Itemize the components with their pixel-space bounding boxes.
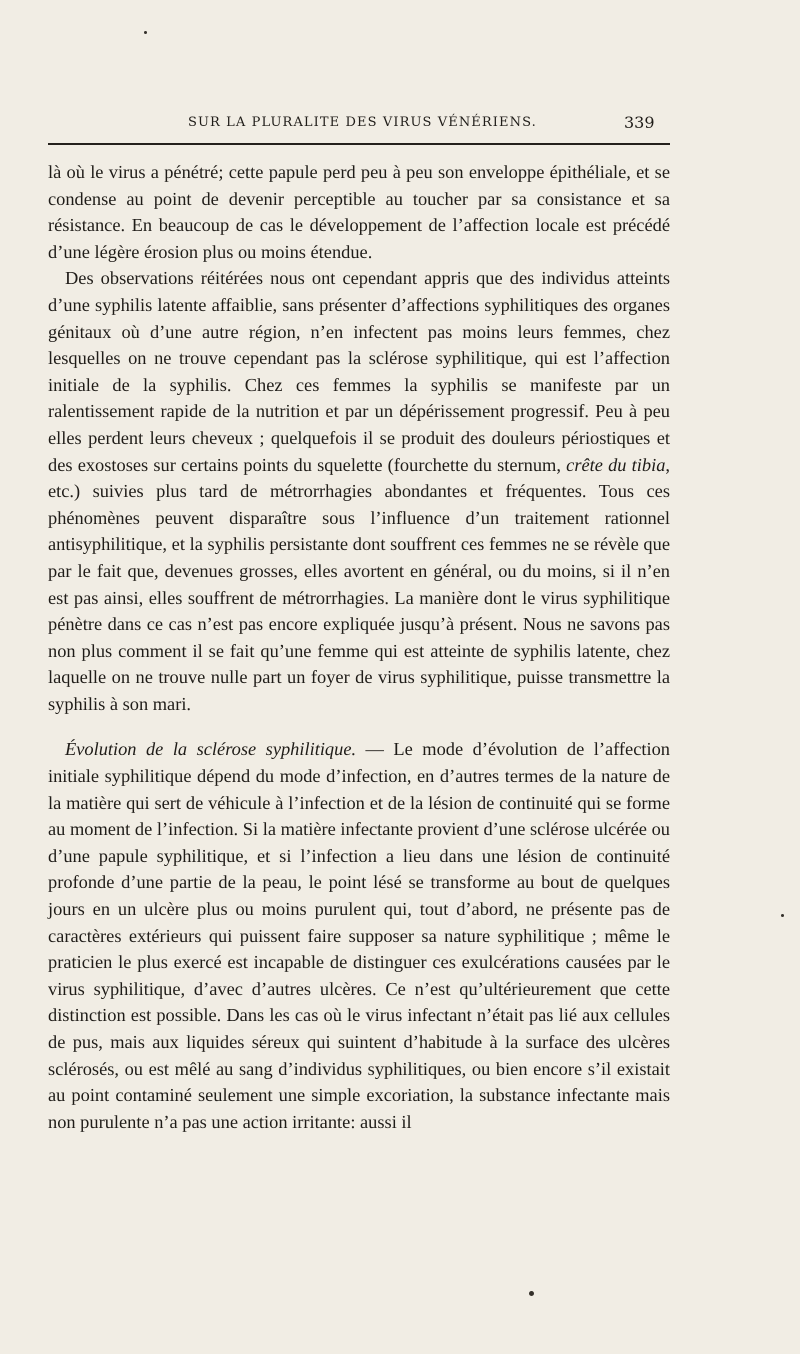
running-header: [48, 115, 670, 137]
page-number: 339: [624, 113, 655, 132]
paragraph-observations-text-1: Des observations réitérées nous ont cependant appris que des individus atteints d’une syphilis latente affaiblie, sans présenter d’affections syphilitiques des organes génitaux où d’une autre région, n’en infectent pas moins leurs femmes, chez lesquelles on ne trouve cependant pas la sclérose syphilitique, qui est l’affection initiale de la syphilis. Chez ces femmes la syphilis se manifeste par un ralentissement rapide de la nutrition et par un dépérissement progressif. Peu à peu elles perdent leurs cheveux ; quelquefois il se produit des douleurs périostiques et des exostoses sur certains points du squelette (fourchette du sternum,: [48, 268, 670, 475]
italic-anatomy-term: crête du tibia: [566, 454, 666, 475]
header-rule: [48, 143, 670, 145]
running-title: SUR LA PLURALITE DES VIRUS VÉNÉRIENS.: [188, 115, 537, 130]
page-body: [48, 159, 670, 1135]
section-title: Évolution de la sclérose syphilitique.: [65, 739, 357, 760]
section-text: — Le mode d’évolution de l’affection initiale syphilitique dépend du mode d’infection, en d’autres termes de la nature de la matière qui sert de véhicule à l’infection et de la lésion de continuité qui se forme au moment de l’infection. Si la matière infectante provient d’une sclérose ulcérée ou d’une papule syphilitique, et si l’infection a lieu dans une lésion de continuité profonde d’une partie de la peau, le point lésé se transforme au bout de quelques jours en un ulcère plus ou moins purulent qui, tout d’abord, ne présente pas de caractères extérieurs qui puissent faire supposer sa nature syphilitique ; même le praticien le plus exercé est incapable de distinguer ces exulcérations causées par le virus syphilitique, d’avec d’autres ulcères. Ce n’est qu’ultérieurement que cette distinction est possible. Dans les cas où le virus infectant n’était pas lié aux cellules de pus, mais aux liquides séreux qui suintent d’habitude à la surface des ulcères sclérosés, ou est mêlé au sang d’individus syphilitiques, ou bien encore s’il existait au point contaminé seulement une simple excoriation, la substance infectante mais non purulente n’a pas une action irritante: aussi il: [48, 739, 670, 1132]
section-evolution: [48, 736, 670, 1135]
paper-speck-right: [781, 914, 784, 917]
paragraph-observations: [48, 265, 670, 717]
paper-speck-bottom: [529, 1291, 534, 1296]
paper-speck-top: [144, 31, 147, 34]
paragraph-observations-text-2: , etc.) suivies plus tard de métrorrhagies abondantes et fréquentes. Tous ces phénomènes peuvent disparaître sous l’influence d’un traitement rationnel antisyphilitique, et la syphilis persistante dont souffrent ces femmes ne se révèle que par le fait que, devenues grosses, elles avortent en général, ou du moins, si il n’en est pas ainsi, elles souffrent de métrorrhagies. La manière dont le virus syphilitique pénètre dans ce cas n’est pas encore expliquée jusqu’à présent. Nous ne savons pas non plus comment il se fait qu’une femme qui est atteinte de syphilis latente, chez laquelle on ne trouve nulle part un foyer de virus syphilitique, puisse transmettre la syphilis à son mari.: [48, 454, 671, 714]
paragraph-continuation: là où le virus a pénétré; cette papule perd peu à peu son enveloppe épithéliale, et se condense au point de devenir perceptible au toucher par sa consistance et sa résistance. En beaucoup de cas le développement de l’affection locale est précédé d’une légère érosion plus ou moins étendue.: [48, 162, 670, 262]
